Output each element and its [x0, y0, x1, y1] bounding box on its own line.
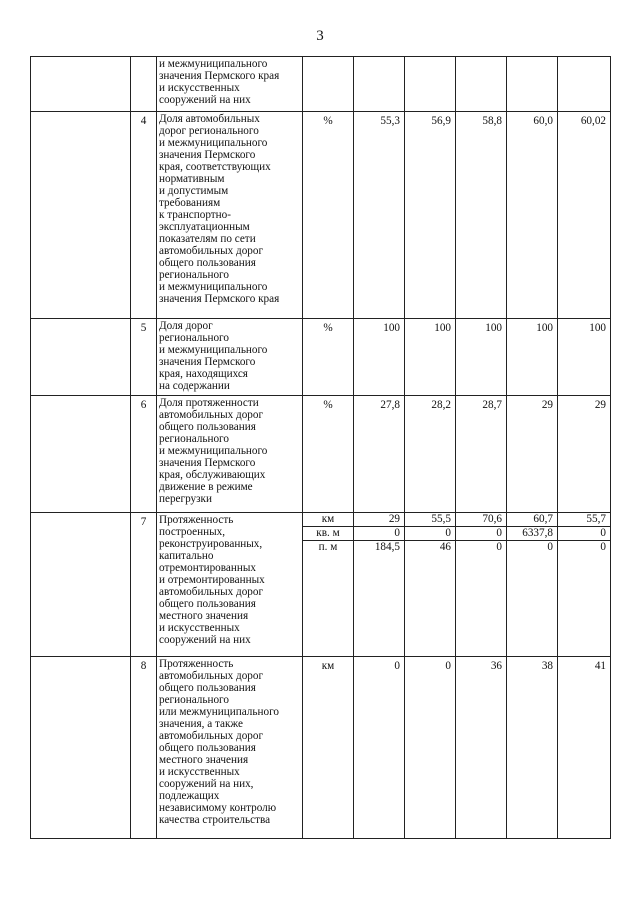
description-line: автомобильных дорог — [159, 245, 264, 257]
description-line: эксплуатационным — [159, 221, 250, 233]
indicator-description — [157, 112, 303, 319]
value: 60,0 — [533, 115, 553, 127]
indicator-description — [157, 319, 303, 396]
blank-cell — [31, 112, 131, 319]
description-line: регионального — [159, 433, 229, 445]
value-cell — [456, 513, 507, 657]
value: 27,8 — [380, 399, 400, 411]
value: 0 — [600, 541, 606, 553]
value: 100 — [434, 322, 451, 334]
unit-cell — [303, 112, 354, 319]
description-line: и отремонтированных — [159, 574, 265, 586]
unit-value: км — [303, 513, 353, 527]
unit-value — [303, 57, 353, 60]
description-line: показателям по сети — [159, 233, 256, 245]
table-row — [31, 657, 611, 839]
row-number: 4 — [140, 115, 147, 127]
value-cell — [405, 57, 456, 112]
description-line: значения Пермского — [159, 457, 256, 469]
description-line: дорог регионального — [159, 125, 259, 137]
indicator-description — [157, 396, 303, 513]
value: 55,3 — [380, 115, 400, 127]
description-line: значения Пермского — [159, 356, 256, 368]
description-line: и межмуниципального — [159, 137, 268, 149]
value: 38 — [541, 660, 553, 672]
description-line: нормативным — [159, 173, 225, 185]
value: 41 — [594, 660, 606, 672]
description-line: общего пользования — [159, 421, 256, 433]
blank-cell — [31, 513, 131, 657]
value: 0 — [354, 527, 404, 541]
description-line: регионального — [159, 332, 229, 344]
value: 28,7 — [482, 399, 502, 411]
value-cell — [456, 57, 507, 112]
unit-cell — [303, 396, 354, 513]
blank-cell — [31, 396, 131, 513]
indicators-table — [30, 56, 611, 839]
description-line: сооружений на них — [159, 634, 251, 646]
value-cell — [354, 57, 405, 112]
value: 0 — [445, 660, 451, 672]
blank-cell — [31, 57, 131, 112]
indicator-description — [157, 57, 303, 112]
description-line: и межмуниципального — [159, 344, 268, 356]
description-line: отремонтированных — [159, 562, 256, 574]
value-cell — [507, 112, 558, 319]
value — [405, 57, 451, 60]
value-cell — [507, 657, 558, 839]
description-line: регионального — [159, 269, 229, 281]
value: 70,6 — [456, 513, 506, 527]
description-line: общего пользования — [159, 682, 256, 694]
value: 60,7 — [507, 513, 557, 527]
value: 184,5 — [374, 541, 400, 553]
value: 0 — [558, 527, 610, 541]
value: 55,5 — [405, 513, 455, 527]
description-line: края, соответствующих — [159, 161, 271, 173]
value-cell — [354, 112, 405, 319]
value: 60,02 — [580, 115, 606, 127]
description-line: автомобильных дорог — [159, 670, 264, 682]
value-cell — [456, 319, 507, 396]
blank-cell — [31, 319, 131, 396]
description-line: или межмуниципального — [159, 706, 279, 718]
table-row — [31, 396, 611, 513]
description-line: и искусственных — [159, 766, 240, 778]
description-line: автомобильных дорог — [159, 730, 264, 742]
value: 29 — [594, 399, 606, 411]
description-line: автомобильных дорог — [159, 409, 264, 421]
value-cell — [354, 657, 405, 839]
description-line: сооружений на них — [159, 94, 251, 106]
description-line: качества строительства — [159, 814, 271, 826]
value-cell — [558, 657, 611, 839]
value: 29 — [541, 399, 553, 411]
description-line: общего пользования — [159, 598, 256, 610]
value-cell — [354, 513, 405, 657]
row-number: 5 — [140, 322, 147, 334]
value-cell — [558, 513, 611, 657]
unit-cell — [303, 319, 354, 396]
value: 0 — [456, 527, 506, 541]
row-number: 6 — [140, 399, 147, 411]
value: 0 — [405, 527, 455, 541]
description-line: построенных, — [159, 526, 226, 538]
description-line: Доля протяженности — [159, 397, 259, 409]
description-line: и искусственных — [159, 622, 240, 634]
value: 28,2 — [431, 399, 451, 411]
value-cell — [507, 396, 558, 513]
description-line: и межмуниципального — [159, 281, 268, 293]
value: 100 — [383, 322, 400, 334]
value: 0 — [547, 541, 553, 553]
description-line: Доля дорог — [159, 320, 213, 332]
row-number — [131, 57, 156, 60]
value: 55,7 — [558, 513, 610, 527]
value-cell — [507, 513, 558, 657]
value-cell — [558, 396, 611, 513]
value-cell — [405, 319, 456, 396]
value: 100 — [485, 322, 502, 334]
unit-value: км — [321, 660, 335, 672]
value: 100 — [536, 322, 553, 334]
unit-value: % — [323, 322, 333, 334]
description-line: капитально — [159, 550, 214, 562]
value: 58,8 — [482, 115, 502, 127]
description-line: Протяженность — [159, 514, 234, 526]
value: 29 — [354, 513, 404, 527]
unit-value: % — [323, 115, 333, 127]
description-line: Протяженность — [159, 658, 234, 670]
value-cell — [354, 396, 405, 513]
value-cell — [405, 396, 456, 513]
row-number-cell — [131, 396, 157, 513]
value-cell — [405, 513, 456, 657]
indicator-description — [157, 513, 303, 657]
description-line: местного значения — [159, 610, 249, 622]
value: 56,9 — [431, 115, 451, 127]
description-line: подлежащих — [159, 790, 220, 802]
description-line: перегрузки — [159, 493, 212, 505]
description-line: требованиям — [159, 197, 221, 209]
unit-value: п. м — [318, 541, 338, 553]
row-number-cell — [131, 657, 157, 839]
unit-cell — [303, 513, 354, 657]
description-line: сооружений на них, — [159, 778, 254, 790]
unit-cell — [303, 57, 354, 112]
description-line: значения, а также — [159, 718, 243, 730]
description-line: общего пользования — [159, 257, 256, 269]
description-line: регионального — [159, 694, 229, 706]
value: 100 — [589, 322, 606, 334]
description-line: значения Пермского края — [159, 70, 280, 82]
description-line: и искусственных — [159, 82, 240, 94]
page-number: 3 — [316, 28, 324, 44]
indicator-description — [157, 657, 303, 839]
row-number-cell — [131, 57, 157, 112]
description-line: и допустимым — [159, 185, 229, 197]
value: 0 — [394, 660, 400, 672]
description-line: независимому контролю — [159, 802, 277, 814]
value — [507, 57, 553, 60]
value: 36 — [490, 660, 502, 672]
description-line: реконструированных, — [159, 538, 263, 550]
description-line: автомобильных дорог — [159, 586, 264, 598]
description-line: края, находящихся — [159, 368, 248, 380]
description-line: края, обслуживающих — [159, 469, 266, 481]
description-line: местного значения — [159, 754, 249, 766]
description-line: значения Пермского — [159, 149, 256, 161]
value-cell — [456, 112, 507, 319]
row-number: 7 — [140, 516, 147, 528]
row-number-cell — [131, 112, 157, 319]
table-row — [31, 112, 611, 319]
description-line: общего пользования — [159, 742, 256, 754]
value: 0 — [496, 541, 502, 553]
value-cell — [558, 57, 611, 112]
unit-cell — [303, 657, 354, 839]
unit-value: кв. м — [303, 527, 353, 541]
value-cell — [354, 319, 405, 396]
table-row — [31, 319, 611, 396]
description-line: значения Пермского края — [159, 293, 280, 305]
description-line: Доля автомобильных — [159, 113, 260, 125]
row-number-cell — [131, 319, 157, 396]
value-cell — [558, 319, 611, 396]
description-line: и межмуниципального — [159, 445, 268, 457]
value — [558, 57, 606, 60]
description-line: к транспортно- — [159, 209, 231, 221]
value-cell — [405, 112, 456, 319]
value-cell — [456, 657, 507, 839]
value-cell — [558, 112, 611, 319]
value-cell — [507, 57, 558, 112]
value — [456, 57, 502, 60]
value-cell — [405, 657, 456, 839]
value-cell — [507, 319, 558, 396]
blank-cell — [31, 657, 131, 839]
value: 46 — [439, 541, 451, 553]
description-line: на содержании — [159, 380, 230, 392]
description-line: движение в режиме — [159, 481, 253, 493]
value-cell — [456, 396, 507, 513]
unit-value: % — [323, 399, 333, 411]
table-row — [31, 57, 611, 112]
value — [354, 57, 400, 60]
row-number: 8 — [140, 660, 147, 672]
table-row — [31, 513, 611, 657]
value: 6337,8 — [507, 527, 557, 541]
description-line: и межмуниципального — [159, 58, 268, 70]
row-number-cell — [131, 513, 157, 657]
